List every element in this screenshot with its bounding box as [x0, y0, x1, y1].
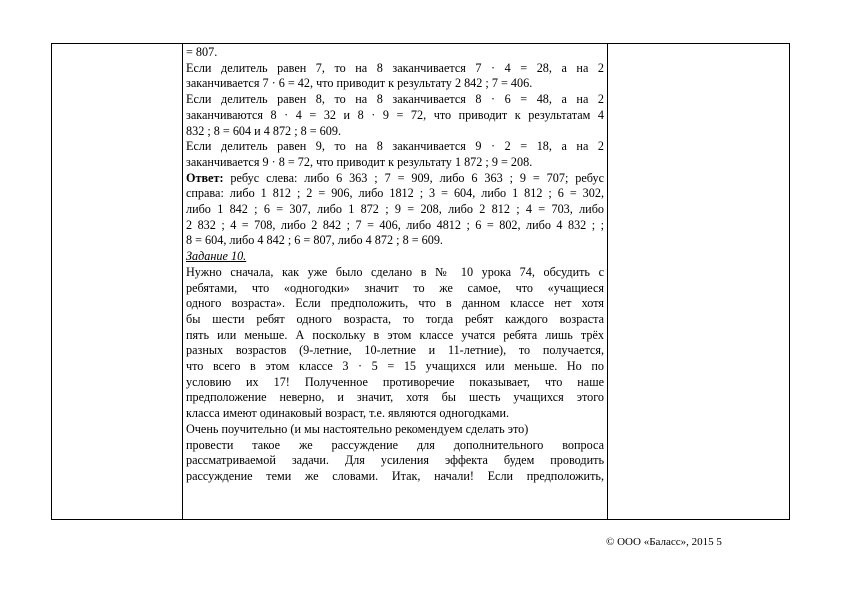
column-divider-left — [182, 44, 183, 519]
text-line: разных возрастов (9-летние, 10-летние и 11-летние), то получается, — [186, 343, 604, 358]
text-line: Нужно сначала, как уже было сделано в № 10 урока 74, обсудить с — [186, 264, 604, 279]
column-divider-right — [607, 44, 608, 519]
text-line: рассуждение теми же словами. Итак, начали! Если предположить, — [186, 468, 604, 483]
text-line: Если делитель равен 8, то на 8 заканчивается 8 · 6 = 48, а на 2 — [186, 92, 604, 107]
text-line: 2 832 ; 4 = 708, либо 2 842 ; 7 = 406, либо 4812 ; 6 = 802, либо 4 832 ; ; — [186, 217, 604, 232]
answer-label: Ответ: — [186, 170, 224, 185]
text-line: справа: либо 1 812 ; 2 = 906, либо 1812 ; 3 = 604, либо 1 812 ; 6 = 302, — [186, 186, 604, 201]
text-line: заканчиваются 8 · 4 = 32 и 8 · 9 = 72, что приводит к результатам 4 — [186, 107, 604, 122]
copyright-footer: © ООО «Баласс», 2015 5 — [606, 536, 722, 548]
text-line: = 807. — [186, 45, 218, 59]
text-line: ребятами, что «одногодки» значит то же самое, что «учащиеся — [186, 280, 604, 295]
task-heading — [186, 249, 604, 265]
answer-text: ребус слева: либо 6 363 ; 7 = 909, либо 6 363 ; 9 = 707; ребус — [223, 170, 604, 185]
text-line: заканчивается 7 · 6 = 42, что приводит к результату 2 842 ; 7 = 406. — [186, 76, 533, 91]
text-line: условию их 17! Полученное противоречие показывает, что наше — [186, 374, 604, 389]
task-label: Задание 10. — [186, 249, 247, 264]
text-line: Очень поучительно (и мы настоятельно рекомендуем сделать это) — [186, 421, 529, 436]
text-line: 8 = 604, либо 4 842 ; 6 = 807, либо 4 872 ; 8 = 609. — [186, 233, 443, 248]
text-line: Если делитель равен 7, то на 8 заканчивается 7 · 4 = 28, а на 2 — [186, 60, 604, 75]
text-line: заканчивается 9 · 8 = 72, что приводит к результату 1 872 ; 9 = 208. — [186, 154, 533, 169]
text-line: предположение неверно, и значит, хотя бы шесть учащихся этого — [186, 390, 604, 405]
text-line: одного возраста». Если предположить, что в данном классе нет хотя — [186, 296, 604, 311]
text-line: рассматриваемой задачи. Для усиления эффекта будем проводить — [186, 453, 604, 468]
text-line: 832 ; 8 = 604 и 4 872 ; 8 = 609. — [186, 123, 342, 138]
page-table — [51, 43, 790, 520]
text-line: провести такое же рассуждение для дополнительного вопроса — [186, 437, 604, 452]
text-line: класса имеют одинаковый возраст, т.е. являются одногодками. — [186, 406, 510, 421]
content-cell — [186, 45, 604, 519]
text-line: что всего в этом классе 3 · 5 = 15 учащихся или меньше. Но по — [186, 359, 604, 374]
text-line: Если делитель равен 9, то на 8 заканчивается 9 · 2 = 18, а на 2 — [186, 139, 604, 154]
text-line: либо 1 842 ; 6 = 307, либо 1 872 ; 9 = 208, либо 2 812 ; 4 = 703, либо — [186, 202, 604, 217]
answer-line — [186, 171, 604, 187]
text-line: пять или меньше. А поскольку в этом классе учатся ребята лишь трёх — [186, 327, 604, 342]
text-line: бы шести ребят одного возраста, то тогда ребят каждого возраста — [186, 311, 604, 326]
